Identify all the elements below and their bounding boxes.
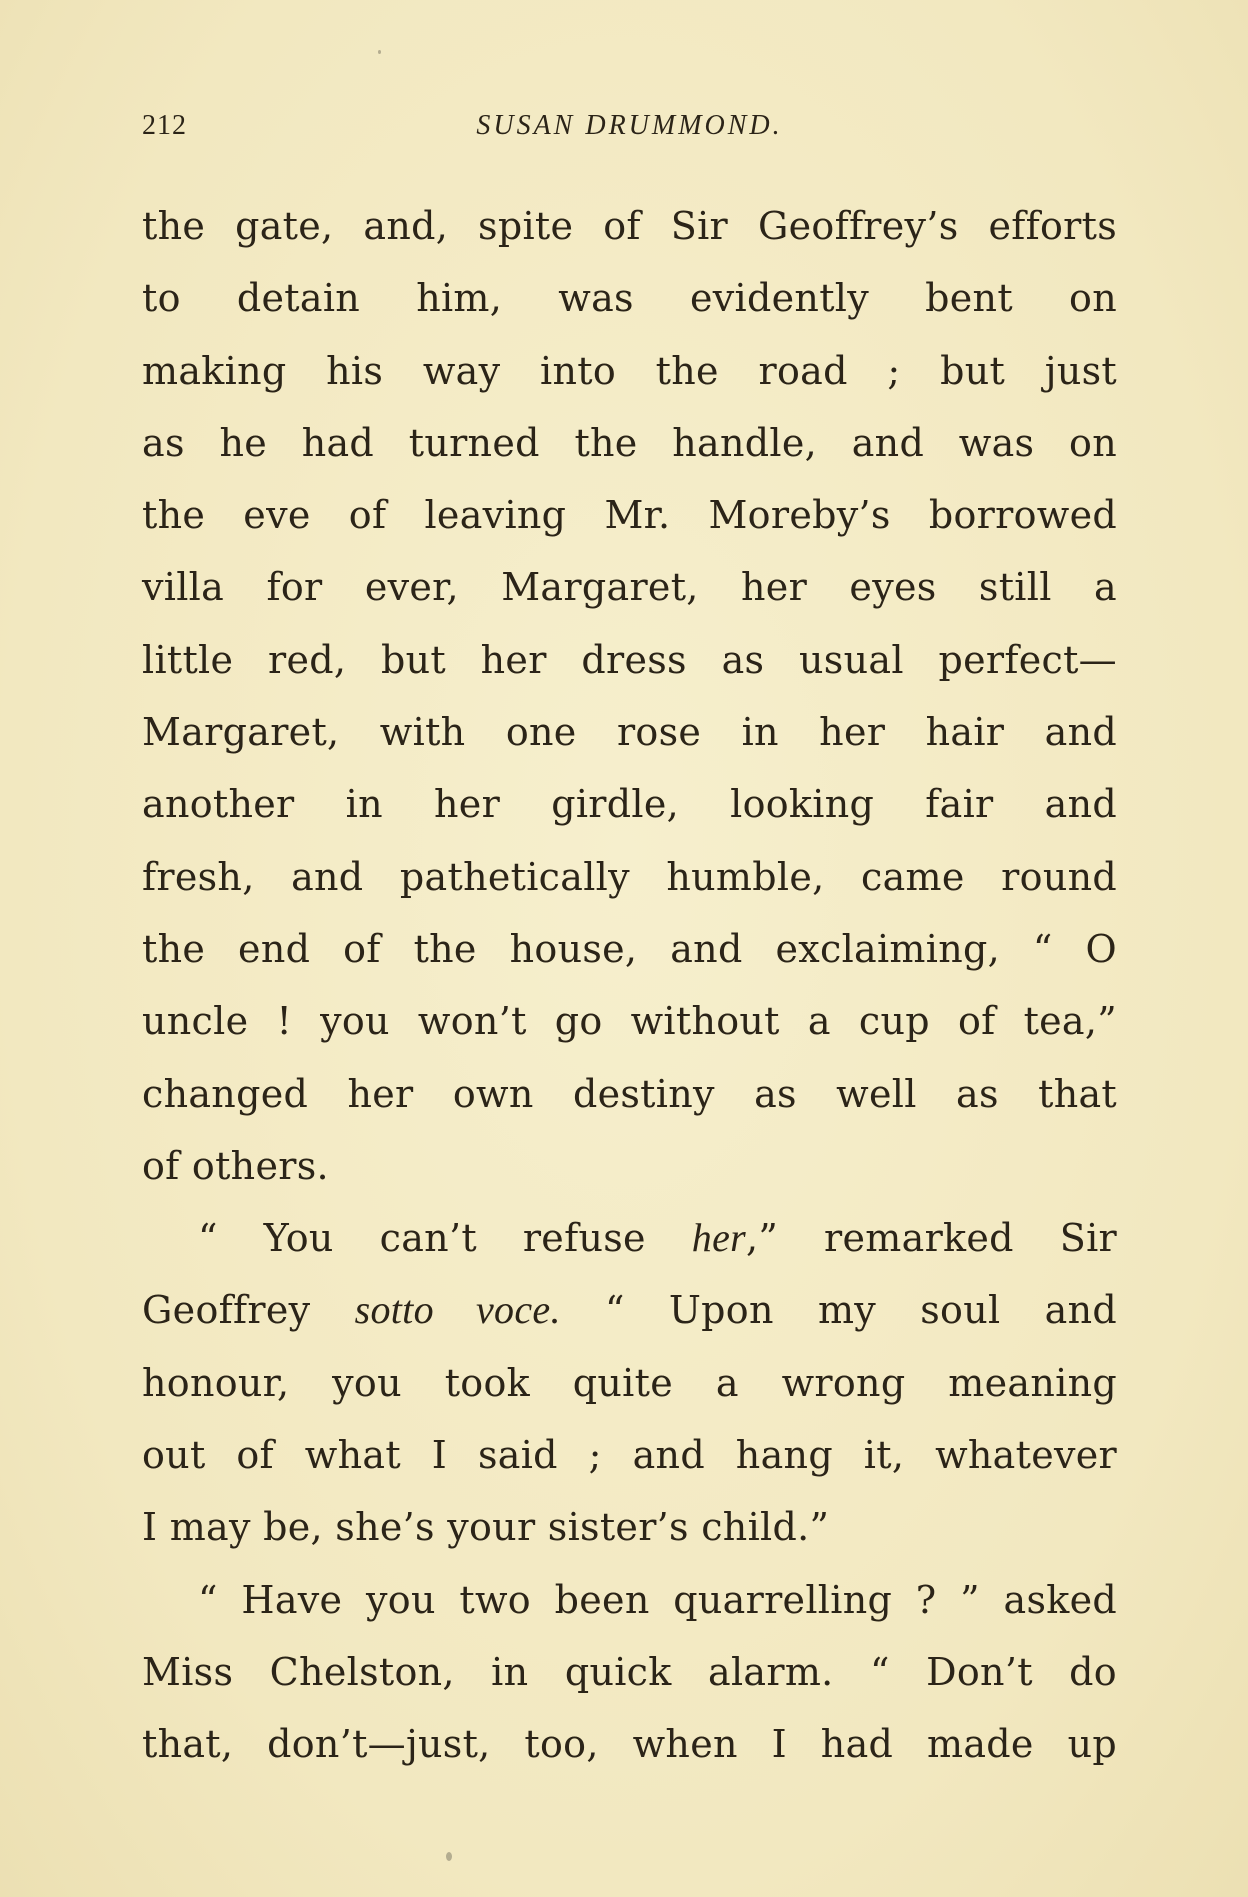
text-segment: Geoffrey [142, 1288, 355, 1333]
text-line-mixed [142, 1274, 1117, 1346]
text-line: that, don’t—just, too, when I had made up [142, 1722, 1117, 1767]
text-line: to detain him, was evidently bent on [142, 276, 1117, 321]
text-line: changed her own destiny as well as that [142, 1071, 1117, 1116]
text-line: villa for ever, Margaret, her eyes still a [142, 565, 1117, 610]
text-line-mixed [142, 1202, 1117, 1274]
text-line: another in her girdle, looking fair and [142, 782, 1117, 827]
text-line: little red, but her dress as usual perfect— [142, 637, 1117, 682]
italic-phrase: sotto voce. [354, 1287, 561, 1333]
text-line: the end of the house, and exclaiming, “ O [142, 926, 1117, 971]
page-number: 212 [142, 110, 187, 141]
page-header [142, 110, 1117, 150]
text-line: out of what I said ; and hang it, whatever [142, 1433, 1117, 1478]
text-line: fresh, and pathetically humble, came round [142, 854, 1117, 899]
text-line: “ Have you two been quarrelling ? ” asked [198, 1577, 1117, 1622]
text-line: I may be, she’s your sister’s child.” [142, 1505, 830, 1550]
text-segment: “ Upon my soul and [560, 1288, 1117, 1333]
body-text [142, 190, 1117, 1781]
italic-emphasis: her [691, 1215, 746, 1261]
text-line: as he had turned the handle, and was on [142, 420, 1117, 465]
ink-speck [378, 50, 381, 54]
text-line: of others. [142, 1143, 329, 1188]
text-segment: “ You can’t refuse [198, 1216, 692, 1261]
text-line: the gate, and, spite of Sir Geoffrey’s efforts [142, 204, 1117, 248]
text-line: Miss Chelston, in quick alarm. “ Don’t do [142, 1649, 1117, 1694]
text-segment: ,” remarked Sir [746, 1216, 1117, 1261]
text-line: uncle ! you won’t go without a cup of tea,” [142, 999, 1117, 1044]
text-line: making his way into the road ; but just [142, 348, 1117, 393]
running-title: SUSAN DRUMMOND. [476, 110, 783, 141]
text-line: honour, you took quite a wrong meaning [142, 1360, 1117, 1405]
text-line: Margaret, with one rose in her hair and [142, 710, 1117, 755]
text-line: the eve of leaving Mr. Moreby’s borrowed [142, 493, 1117, 538]
ink-speck [446, 1852, 452, 1861]
